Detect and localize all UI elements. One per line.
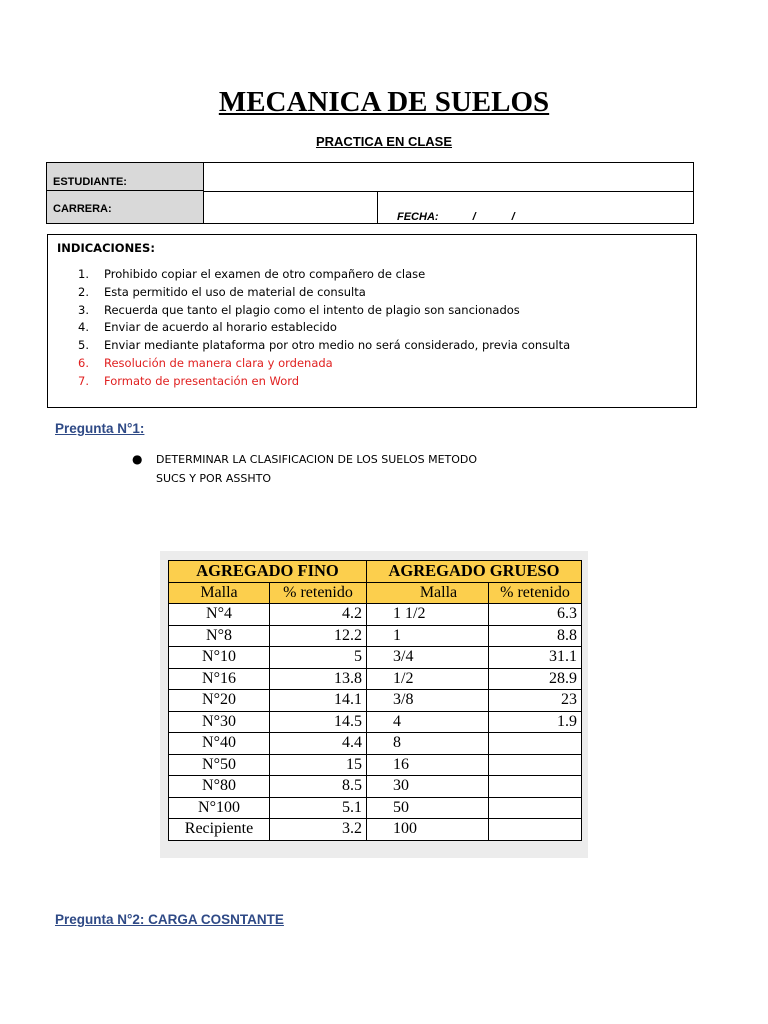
table-cell: 50 — [367, 797, 489, 819]
table-cell: 3/8 — [367, 690, 489, 712]
table-row — [169, 690, 582, 712]
table-cell: N°20 — [169, 690, 270, 712]
indication-item — [78, 373, 570, 391]
column-divider — [377, 191, 378, 223]
date-field — [397, 211, 515, 223]
table-cell: Recipiente — [169, 819, 270, 841]
column-header: Malla — [169, 582, 270, 604]
indication-number: 5. — [78, 338, 89, 353]
indication-number: 6. — [78, 355, 89, 370]
bullet-icon: ● — [132, 452, 143, 466]
table-cell: N°8 — [169, 625, 270, 647]
table-cell: 8.5 — [270, 776, 367, 798]
table-cell: N°50 — [169, 754, 270, 776]
student-info-box — [46, 162, 694, 224]
row-divider — [204, 191, 693, 192]
indication-number: 2. — [78, 284, 89, 299]
table-row — [169, 668, 582, 690]
page-title: MECANICA DE SUELOS — [218, 86, 550, 118]
indication-number: 3. — [78, 302, 89, 317]
table-cell: 15 — [270, 754, 367, 776]
table-row — [169, 604, 582, 626]
indication-item — [78, 319, 570, 337]
table-cell: 13.8 — [270, 668, 367, 690]
table-cell: N°16 — [169, 668, 270, 690]
table-cell: 1 — [367, 625, 489, 647]
sieve-table-image — [160, 551, 588, 858]
table-row — [169, 754, 582, 776]
indication-number: 7. — [78, 373, 89, 388]
date-label: FECHA: — [397, 211, 439, 223]
date-separator: / — [472, 211, 476, 223]
table-cell — [489, 733, 582, 755]
table-cell: 28.9 — [489, 668, 582, 690]
indications-list — [78, 266, 570, 391]
table-cell: N°40 — [169, 733, 270, 755]
indications-title: INDICACIONES: — [57, 241, 155, 255]
table-row — [169, 711, 582, 733]
table-row — [169, 776, 582, 798]
table-cell: 30 — [367, 776, 489, 798]
table-cell: N°100 — [169, 797, 270, 819]
table-cell: 3.2 — [270, 819, 367, 841]
indication-item — [78, 284, 570, 302]
table-cell: 6.3 — [489, 604, 582, 626]
question-2-title: Pregunta N°2: CARGA COSNTANTE — [55, 912, 284, 927]
question-1-text: DETERMINAR LA CLASIFICACION DE LOS SUELOS METODO — [156, 453, 478, 466]
table-cell — [489, 797, 582, 819]
table-cell: 1.9 — [489, 711, 582, 733]
table-cell: 5.1 — [270, 797, 367, 819]
table-cell — [489, 819, 582, 841]
indication-text: Formato de presentación en Word — [104, 373, 300, 388]
table-cell: 8.8 — [489, 625, 582, 647]
date-separator: / — [511, 211, 515, 223]
indication-text: Enviar mediante plataforma por otro medio no será considerado, previa consulta — [104, 338, 571, 353]
table-cell: 5 — [270, 647, 367, 669]
indication-text: Prohibido copiar el examen de otro compañero de clase — [104, 267, 426, 281]
table-cell: 1/2 — [367, 668, 489, 690]
group-header: AGREGADO GRUESO — [367, 561, 582, 583]
table-row — [169, 797, 582, 819]
table-cell: 12.2 — [270, 625, 367, 647]
table-cell: 1 1/2 — [367, 604, 489, 626]
indication-text: Enviar de acuerdo al horario establecido — [104, 320, 337, 335]
student-label: ESTUDIANTE: — [47, 163, 204, 191]
table-cell: N°10 — [169, 647, 270, 669]
table-cell: 14.1 — [270, 690, 367, 712]
indications-box — [47, 234, 697, 408]
page-subtitle: PRACTICA EN CLASE — [315, 134, 453, 149]
table-cell: 3/4 — [367, 647, 489, 669]
group-header: AGREGADO FINO — [169, 561, 367, 583]
table-cell: 4.4 — [270, 733, 367, 755]
column-header: % retenido — [270, 582, 367, 604]
table-cell — [489, 776, 582, 798]
table-cell: 4.2 — [270, 604, 367, 626]
column-header: % retenido — [489, 582, 582, 604]
table-cell — [489, 754, 582, 776]
table-cell: 16 — [367, 754, 489, 776]
table-row — [169, 819, 582, 841]
table-cell: 4 — [367, 711, 489, 733]
career-label: CARRERA: — [47, 191, 204, 223]
indication-item — [78, 266, 570, 284]
table-row — [169, 625, 582, 647]
indication-text: Resolución de manera clara y ordenada — [104, 355, 333, 370]
indication-item — [78, 337, 570, 355]
indication-text: Esta permitido el uso de material de consulta — [104, 284, 366, 299]
table-cell: 23 — [489, 690, 582, 712]
indication-number: 1. — [78, 267, 89, 281]
column-header: Malla — [367, 582, 489, 604]
indication-item — [78, 355, 570, 373]
table-cell: 14.5 — [270, 711, 367, 733]
table-cell: 8 — [367, 733, 489, 755]
table-cell: N°4 — [169, 604, 270, 626]
indication-item — [78, 302, 570, 320]
table-cell: N°30 — [169, 711, 270, 733]
question-1-title: Pregunta N°1: — [55, 421, 145, 436]
table-cell: 31.1 — [489, 647, 582, 669]
table-cell: N°80 — [169, 776, 270, 798]
table-row — [169, 733, 582, 755]
question-1-text-cont: SUCS Y POR ASSHTO — [156, 472, 271, 485]
table-row — [169, 647, 582, 669]
indication-text: Recuerda que tanto el plagio como el intento de plagio son sancionados — [104, 302, 520, 317]
indication-number: 4. — [78, 320, 89, 335]
sieve-table — [168, 560, 582, 841]
table-cell: 100 — [367, 819, 489, 841]
